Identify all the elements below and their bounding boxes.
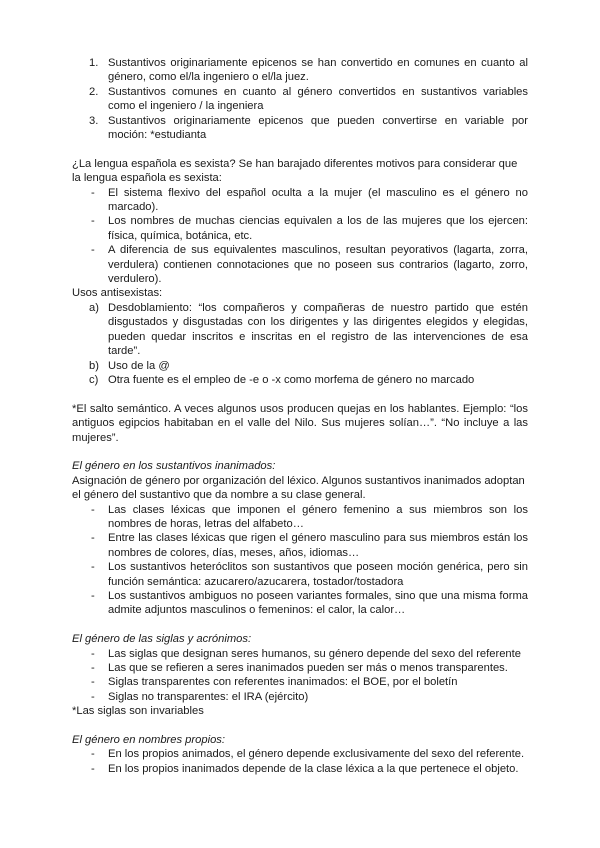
list-item-text: Los nombres de muchas ciencias equivalen a los de las mujeres que los ejercen: física, química, botánica, etc.: [108, 215, 528, 242]
list-item: [72, 560, 528, 589]
proper-heading: El género en nombres propios:: [72, 734, 225, 747]
semantic-note: *El salto semántico. A veces algunos usos producen quejas en los hablantes. Ejemplo: “los antiguos egipcios habitaban en el valle del Nilo. Sus mujeres solían…”. “No incluye a las mujeres”.: [72, 402, 528, 444]
inanimate-list: [72, 503, 528, 618]
sexism-intro: ¿La lengua española es sexista? Se han barajado diferentes motivos para considerar que la lengua española es sexista:: [72, 157, 518, 185]
list-item: [72, 531, 528, 560]
list-item: [72, 762, 528, 776]
list-item-text: Uso de la @: [108, 359, 170, 372]
acronyms-note: *Las siglas son invariables: [72, 705, 204, 718]
list-marker: 1.: [89, 57, 99, 69]
list-item: [72, 214, 528, 243]
dash-marker: -: [91, 532, 95, 545]
lettered-item: [72, 301, 528, 359]
list-item-text: El sistema flexivo del español oculta a la mujer (el masculino es el género no marcado).: [108, 186, 528, 214]
list-marker: c): [89, 373, 99, 386]
inanimate-intro: Asignación de género por organización del léxico. Algunos sustantivos inanimados adoptan el género del sustantivo que da nombre a su clase general.: [72, 474, 525, 502]
dash-marker: -: [91, 186, 95, 199]
lettered-item: [72, 359, 528, 373]
dash-marker: -: [91, 662, 95, 674]
acronyms-heading: El género de las siglas y acrónimos:: [72, 633, 252, 646]
list-marker: 3.: [89, 114, 99, 127]
list-item: [72, 690, 528, 704]
dash-marker: -: [91, 762, 95, 775]
list-item-text: Otra fuente es el empleo de -e o -x como morfema de género no marcado: [108, 373, 475, 386]
dash-marker: -: [91, 647, 95, 660]
dash-marker: -: [91, 503, 95, 516]
sexism-list: [72, 186, 528, 287]
dash-marker: -: [91, 244, 95, 257]
list-item-text: Sustantivos originariamente epicenos que pueden convertirse en variable por moción: *estudianta: [108, 114, 528, 142]
list-item-text: A diferencia de sus equivalentes masculinos, resultan peyorativos (lagarta, zorra, verdulera) contienen connotaciones que no poseen sus contrarios (lagarto, zorro, verdulero).: [108, 244, 528, 286]
list-item-text: Sustantivos originariamente epicenos se han convertido en comunes en cuanto al género, como el/la ingeniero o el/la juez.: [108, 57, 528, 84]
dash-marker: -: [91, 676, 95, 689]
numbered-item: [72, 85, 528, 114]
list-item: [72, 186, 528, 215]
list-item: [72, 661, 528, 675]
numbered-item: [72, 114, 528, 143]
numbered-list: [72, 56, 528, 142]
list-item-text: Siglas transparentes con referentes inanimados: el BOE, por el boletín: [108, 676, 458, 689]
dash-marker: -: [91, 561, 95, 574]
list-item-text: Las siglas que designan seres humanos, su género depende del sexo del referente: [108, 647, 521, 660]
list-item: [72, 243, 528, 286]
acronyms-list: [72, 647, 528, 705]
list-marker: a): [89, 301, 99, 314]
list-marker: b): [89, 359, 99, 372]
list-item: [72, 589, 528, 618]
antisexist-heading: Usos antisexistas:: [72, 287, 163, 300]
inanimate-heading: El género en los sustantivos inanimados:: [72, 460, 276, 473]
list-item-text: Las clases léxicas que imponen el género femenino a sus miembros son los nombres de horas, letras del alfabeto…: [108, 503, 528, 530]
dash-marker: -: [91, 215, 95, 228]
list-item: [72, 647, 528, 661]
list-item: [72, 503, 528, 532]
list-item-text: Sustantivos comunes en cuanto al género convertidos en sustantivos variables como el ingeniero / la ingeniera: [108, 85, 528, 113]
list-marker: 2.: [89, 85, 99, 98]
numbered-item: [72, 56, 528, 85]
list-item-text: Las que se refieren a seres inanimados pueden ser más o menos transparentes.: [108, 662, 508, 674]
list-item: [72, 747, 528, 761]
dash-marker: -: [91, 748, 95, 761]
list-item-text: Entre las clases léxicas que rigen el género masculino para sus miembros están los nombres de colores, días, meses, años, idiomas…: [108, 532, 528, 559]
list-item-text: Siglas no transparentes: el IRA (ejército): [108, 690, 309, 703]
dash-marker: -: [91, 690, 95, 703]
antisexist-list: [72, 301, 528, 387]
list-item-text: Los sustantivos heteróclitos son sustantivos que poseen moción genérica, pero sin función semántica: azucarero/azucarera, tostador/tostadora: [108, 561, 528, 588]
document-page: [72, 56, 528, 776]
list-item-text: En los propios animados, el género depende exclusivamente del sexo del referente.: [108, 748, 525, 761]
list-item-text: En los propios inanimados depende de la clase léxica a la que pertenece el objeto.: [108, 762, 519, 775]
proper-list: [72, 747, 528, 776]
list-item-text: Los sustantivos ambiguos no poseen variantes formales, sino que una misma forma admite adjuntos masculinos o femeninos: el calor, la calor…: [108, 589, 528, 617]
list-item: [72, 675, 528, 689]
dash-marker: -: [91, 589, 95, 602]
list-item-text: Desdoblamiento: “los compañeros y compañeras de nuestro partido que estén disgustados y disgustadas con los dirigentes y las dirigentes elegidos y elegidas, pueden quedar inscritos e inscritas en el registro de las intervenciones de esa tarde”.: [108, 301, 528, 358]
lettered-item: [72, 373, 528, 387]
